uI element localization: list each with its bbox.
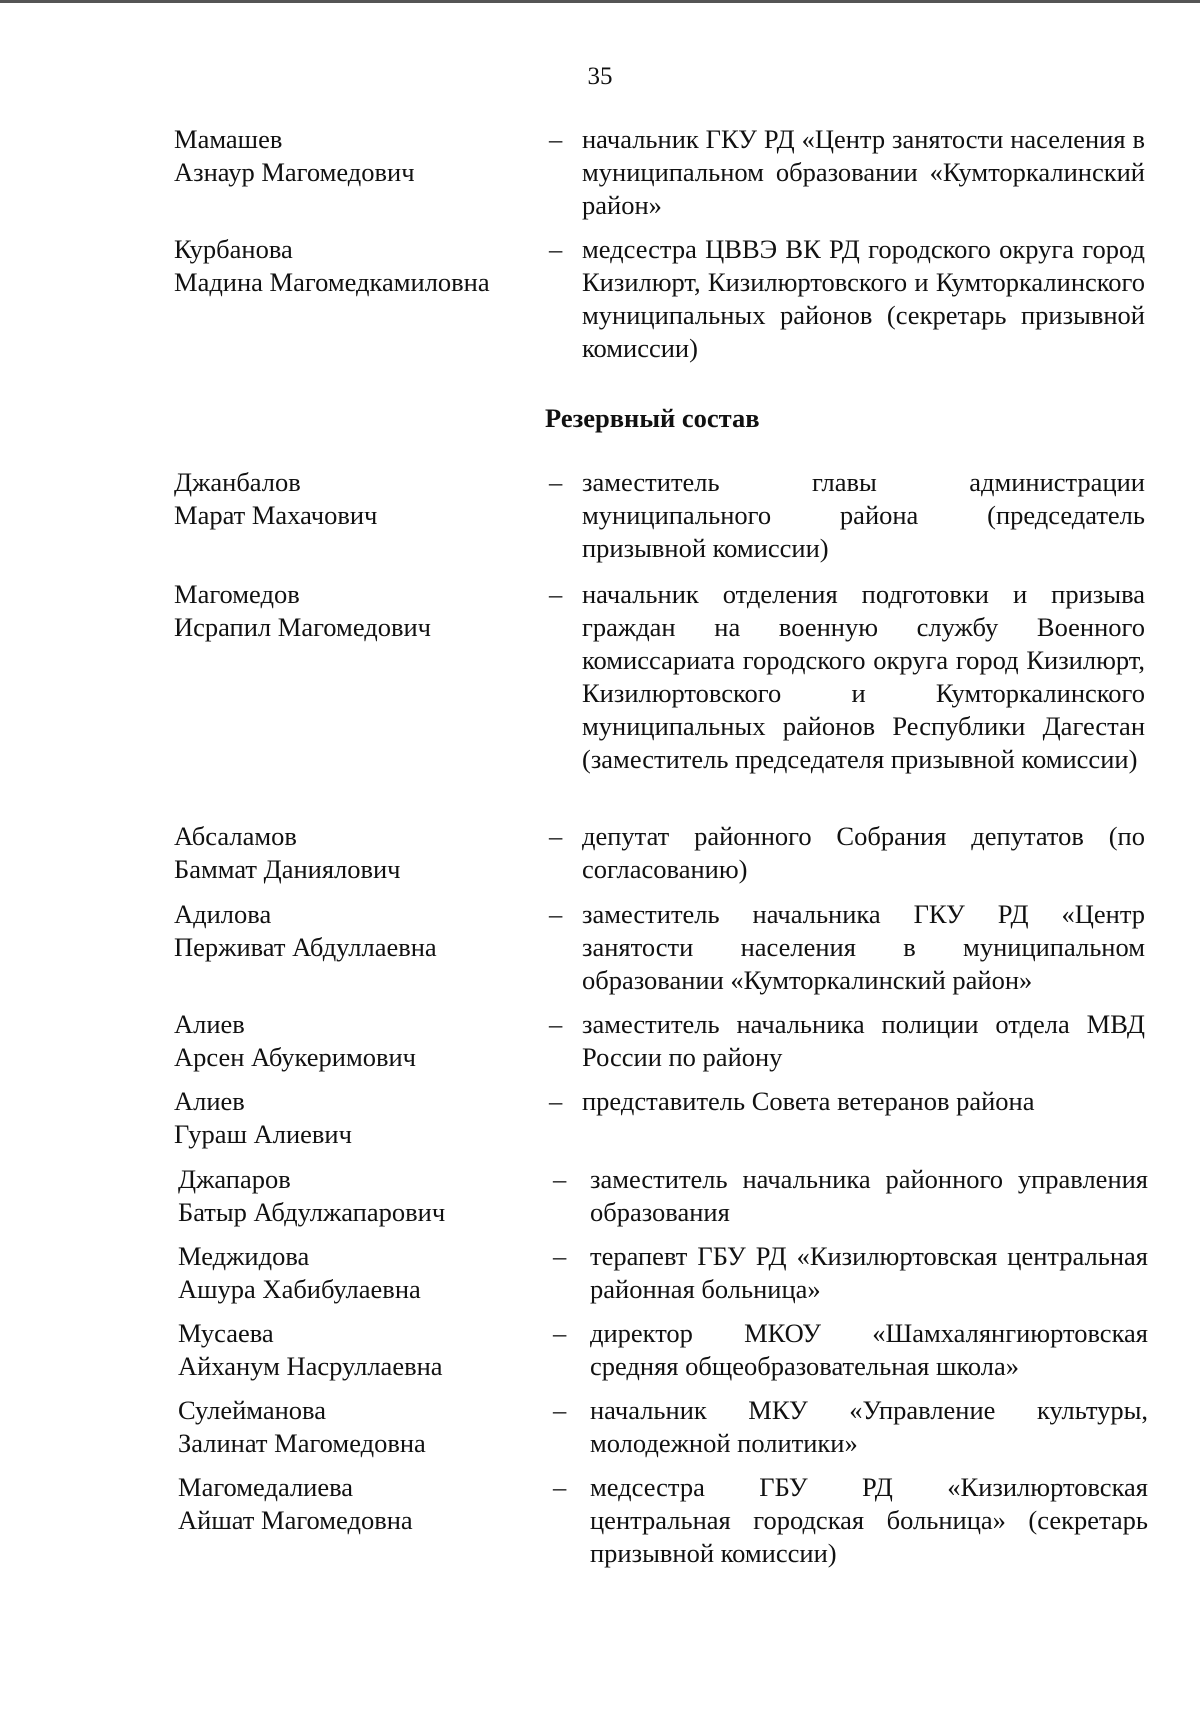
dash-separator: – — [553, 1318, 567, 1348]
dash-separator: – — [549, 579, 563, 609]
page-number: 35 — [587, 63, 613, 90]
member-role: депутат районного Собрания депутатов (по согласованию) — [582, 821, 1145, 884]
member-surname: Сулейманова — [178, 1395, 326, 1425]
member-role: заместитель начальника ГКУ РД «Центр занятости населения в муниципальном образовании «Кумторкалинский район» — [582, 899, 1145, 995]
member-surname: Алиев — [174, 1086, 245, 1116]
member-role: заместитель главы администрации муниципального района (председатель призывной комиссии) — [582, 467, 1145, 563]
member-surname: Алиев — [174, 1009, 245, 1039]
member-role: терапевт ГБУ РД «Кизилюртовская центральная районная больница» — [590, 1241, 1148, 1304]
member-surname: Меджидова — [178, 1241, 310, 1271]
member-role: начальник ГКУ РД «Центр занятости населения в муниципальном образовании «Кумторкалинский район» — [582, 124, 1145, 220]
member-role: медсестра ГБУ РД «Кизилюртовская центральная городская больница» (секретарь призывной комиссии) — [590, 1472, 1148, 1568]
scan-edge-line — [0, 0, 1200, 3]
member-surname: Джапаров — [178, 1164, 291, 1194]
member-name — [178, 1240, 538, 1306]
member-surname: Магомедов — [174, 579, 300, 609]
member-given-names: Азнаур Магомедович — [174, 157, 415, 187]
member-role: директор МКОУ «Шамхалянгиюртовская средняя общеобразовательная школа» — [590, 1318, 1148, 1381]
member-given-names: Исрапил Магомедович — [174, 612, 431, 642]
dash-separator: – — [549, 899, 563, 929]
member-surname: Мамашев — [174, 124, 283, 154]
member-name — [174, 466, 534, 532]
member-given-names: Батыр Абдулжапарович — [178, 1197, 446, 1227]
dash-separator: – — [549, 467, 563, 497]
member-surname: Джанбалов — [174, 467, 301, 497]
member-name — [174, 233, 534, 299]
dash-separator: – — [549, 124, 563, 154]
member-given-names: Залинат Магомедовна — [178, 1428, 426, 1458]
dash-separator: – — [549, 821, 563, 851]
member-role: медсестра ЦВВЭ ВК РД городского округа город Кизилюрт, Кизилюртовского и Кумторкалинского муниципальных районов (секретарь призывной комиссии) — [582, 234, 1145, 363]
member-role: заместитель начальника районного управления образования — [590, 1164, 1148, 1227]
dash-separator: – — [549, 234, 563, 264]
member-name — [174, 898, 534, 964]
member-given-names: Айшат Магомедовна — [178, 1505, 413, 1535]
member-name — [178, 1394, 538, 1460]
member-name — [178, 1317, 538, 1383]
dash-separator: – — [549, 1009, 563, 1039]
member-role: заместитель начальника полиции отдела МВД России по району — [582, 1009, 1145, 1072]
dash-separator: – — [553, 1395, 567, 1425]
member-given-names: Марат Махачович — [174, 500, 378, 530]
member-name — [174, 578, 534, 644]
dash-separator: – — [553, 1241, 567, 1271]
member-surname: Магомедалиева — [178, 1472, 354, 1502]
member-name — [178, 1163, 538, 1229]
member-surname: Курбанова — [174, 234, 293, 264]
reserve-section-heading: Резервный состав — [545, 403, 760, 433]
member-name — [174, 1085, 534, 1151]
member-given-names: Мадина Магомедкамиловна — [174, 267, 490, 297]
member-name — [174, 1008, 534, 1074]
member-given-names: Перживат Абдуллаевна — [174, 932, 437, 962]
member-name — [178, 1471, 538, 1537]
member-name — [174, 820, 534, 886]
member-surname: Мусаева — [178, 1318, 274, 1348]
member-surname: Адилова — [174, 899, 272, 929]
member-given-names: Ашура Хабибулаевна — [178, 1274, 421, 1304]
member-given-names: Арсен Абукеримович — [174, 1042, 417, 1072]
dash-separator: – — [553, 1164, 567, 1194]
member-name — [174, 123, 534, 189]
member-given-names: Айханум Насруллаевна — [178, 1351, 443, 1381]
dash-separator: – — [553, 1472, 567, 1502]
member-given-names: Гураш Алиевич — [174, 1119, 352, 1149]
member-role: начальник МКУ «Управление культуры, молодежной политики» — [590, 1395, 1148, 1458]
dash-separator: – — [549, 1086, 563, 1116]
member-role: начальник отделения подготовки и призыва граждан на военную службу Военного комиссариата городского округа город Кизилюрт, Кизилюртовского и Кумторкалинского муниципальных районов Республики Дагестан (заместитель председателя призывной комиссии) — [582, 579, 1145, 774]
member-role: представитель Совета ветеранов района — [582, 1086, 1035, 1116]
member-given-names: Баммат Даниялович — [174, 854, 401, 884]
member-surname: Абсаламов — [174, 821, 297, 851]
